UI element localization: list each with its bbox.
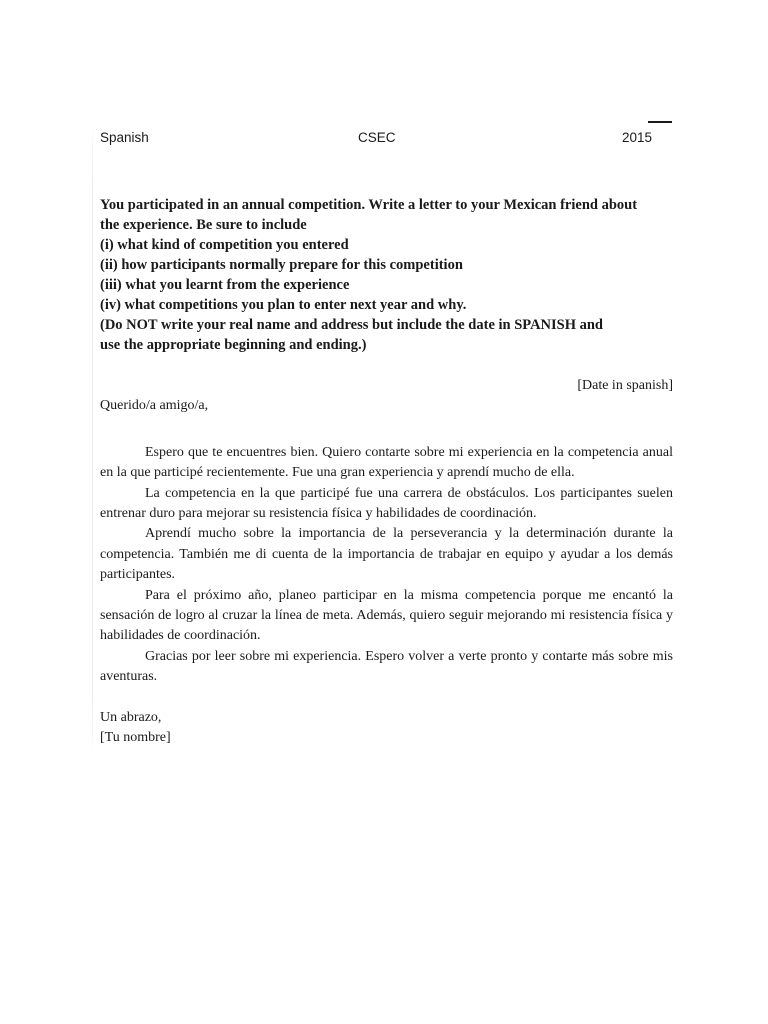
- page-edge: [92, 120, 93, 760]
- page-header: [100, 130, 660, 150]
- letter-paragraph: Para el próximo año, planeo participar en la misma competencia porque me encantó la sensación de logro al cruzar la línea de meta. Además, quiero seguir mejorando mi resistencia física y habilidades de coordinación.: [100, 587, 673, 644]
- question-line: the experience. Be sure to include: [100, 217, 307, 233]
- letter-salutation: Querido/a amigo/a,: [100, 398, 209, 414]
- header-year: 2015: [622, 130, 653, 145]
- letter-date: [Date in spanish]: [577, 378, 673, 393]
- question-prompt: [100, 195, 660, 355]
- question-line: (Do NOT write your real name and address but include the date in SPANISH and: [100, 317, 603, 333]
- question-line: use the appropriate beginning and ending.): [100, 337, 367, 353]
- letter-paragraph: La competencia en la que participé fue una carrera de obstáculos. Los participantes suelen entrenar duro para mejorar su resistencia física y habilidades de coordinación.: [100, 485, 673, 522]
- header-subject: Spanish: [100, 130, 149, 145]
- question-line: (iii) what you learnt from the experience: [100, 277, 350, 293]
- letter-paragraph: Aprendí mucho sobre la importancia de la perseverancia y la determinación durante la competencia. También me di cuenta de la importancia de trabajar en equipo y ayudar a los demás participantes.: [100, 526, 673, 583]
- header-exam: CSEC: [358, 130, 396, 145]
- letter-signature: [Tu nombre]: [100, 730, 171, 746]
- question-line: (ii) how participants normally prepare for this competition: [100, 257, 463, 273]
- letter-body: [100, 376, 673, 749]
- question-line: You participated in an annual competition. Write a letter to your Mexican friend about: [100, 197, 638, 213]
- letter-closing: Un abrazo,: [100, 709, 162, 725]
- question-line: (i) what kind of competition you entered: [100, 237, 349, 253]
- letter-paragraph: Espero que te encuentres bien. Quiero contarte sobre mi experiencia en la competencia anual en la que participé recientemente. Fue una gran experiencia y aprendí mucho de ella.: [100, 444, 673, 481]
- question-line: (iv) what competitions you plan to enter next year and why.: [100, 297, 467, 313]
- letter-paragraph: Gracias por leer sobre mi experiencia. Espero volver a verte pronto y contarte más sobre mis aventuras.: [100, 648, 673, 685]
- top-rule: [648, 121, 672, 123]
